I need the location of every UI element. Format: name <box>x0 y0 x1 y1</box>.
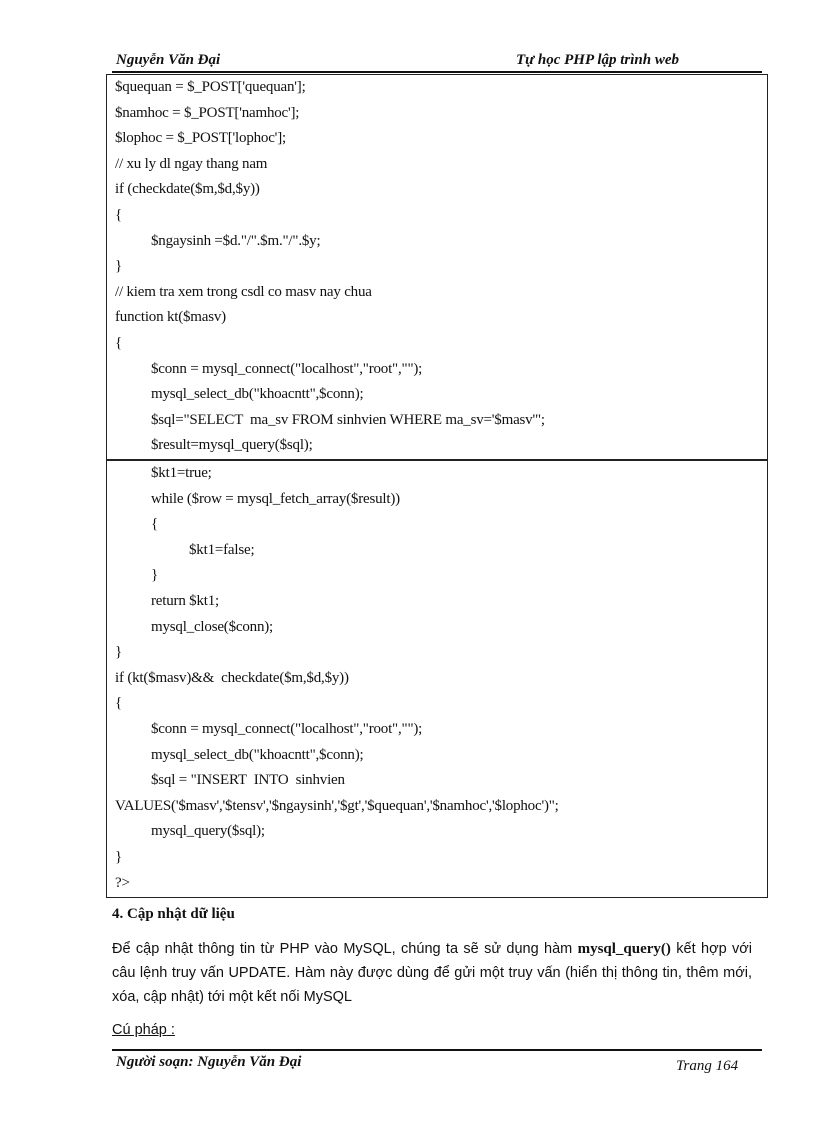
page-footer <box>112 1054 762 1076</box>
code-line: function kt($masv) <box>115 309 226 326</box>
code-line: $namhoc = $_POST['namhoc']; <box>115 104 300 121</box>
code-block-2 <box>106 460 768 898</box>
code-line: mysql_select_db("khoacntt",$conn); <box>151 746 364 763</box>
code-line: // kiem tra xem trong csdl co masv nay chua <box>115 283 372 300</box>
code-block-1 <box>106 74 768 460</box>
code-line: VALUES('$masv','$tensv','$ngaysinh','$gt','$quequan','$namhoc','$lophoc')"; <box>115 797 559 814</box>
code-line: $lophoc = $_POST['lophoc']; <box>115 130 286 147</box>
code-line: } <box>151 567 158 584</box>
page-header <box>112 52 762 72</box>
header-author: Nguyễn Văn Đại <box>116 52 221 68</box>
function-name: mysql_query() <box>577 941 671 957</box>
code-line: $sql="SELECT ma_sv FROM sinhvien WHERE ma_sv='$masv'"; <box>151 411 545 428</box>
section-paragraph <box>112 937 752 1009</box>
code-line: $conn = mysql_connect("localhost","root",""); <box>151 360 423 377</box>
code-line: { <box>151 516 158 533</box>
code-line: } <box>115 848 122 865</box>
code-line: // xu ly dl ngay thang nam <box>115 155 268 172</box>
code-line: } <box>115 644 122 661</box>
code-line: $result=mysql_query($sql); <box>151 437 313 454</box>
code-line: $quequan = $_POST['quequan']; <box>115 79 306 95</box>
para-text-1: Để cập nhật thông tin từ PHP vào MySQL, chúng ta sẽ sử dụng hàm <box>112 941 578 957</box>
header-book-title: Tự học PHP lập trình web <box>516 52 680 68</box>
para-text-2: kết hợp với câu lệnh truy vấn UPDATE. Hàm này được dùng để gửi một truy vấn (hiển thị thông tin, thêm mới, xóa, cập nhật) tới một kết nối MySQL <box>112 941 752 1005</box>
header-divider <box>112 71 762 73</box>
code-line: $sql = "INSERT INTO sinhvien <box>151 772 345 789</box>
footer-composer: Người soạn: Nguyễn Văn Đại <box>116 1054 302 1070</box>
code-line: return $kt1; <box>151 592 220 609</box>
code-line: mysql_query($sql); <box>151 823 265 840</box>
code-line: if (kt($masv)&& checkdate($m,$d,$y)) <box>115 669 349 686</box>
syntax-label <box>112 1022 175 1038</box>
code-line: $ngaysinh =$d."/".$m."/".$y; <box>151 232 321 249</box>
syntax-colon: : <box>166 1022 175 1038</box>
code-line: { <box>115 334 122 351</box>
code-line: } <box>115 258 122 275</box>
page-number: Trang 164 <box>676 1058 739 1074</box>
code-line: mysql_close($conn); <box>151 618 274 635</box>
section-heading: 4. Cập nhật dữ liệu <box>112 906 235 922</box>
code-line: { <box>115 206 122 223</box>
code-line: while ($row = mysql_fetch_array($result)) <box>151 490 400 507</box>
code-line: if (checkdate($m,$d,$y)) <box>115 181 260 198</box>
code-line: ?> <box>115 874 130 891</box>
code-line: $kt1=true; <box>151 465 212 481</box>
code-line: mysql_select_db("khoacntt",$conn); <box>151 386 364 403</box>
code-line: { <box>115 695 122 712</box>
code-line: $kt1=false; <box>189 541 255 558</box>
code-line: $conn = mysql_connect("localhost","root",""); <box>151 720 423 737</box>
footer-divider <box>112 1049 762 1051</box>
syntax-label-text: Cú pháp <box>112 1022 167 1038</box>
